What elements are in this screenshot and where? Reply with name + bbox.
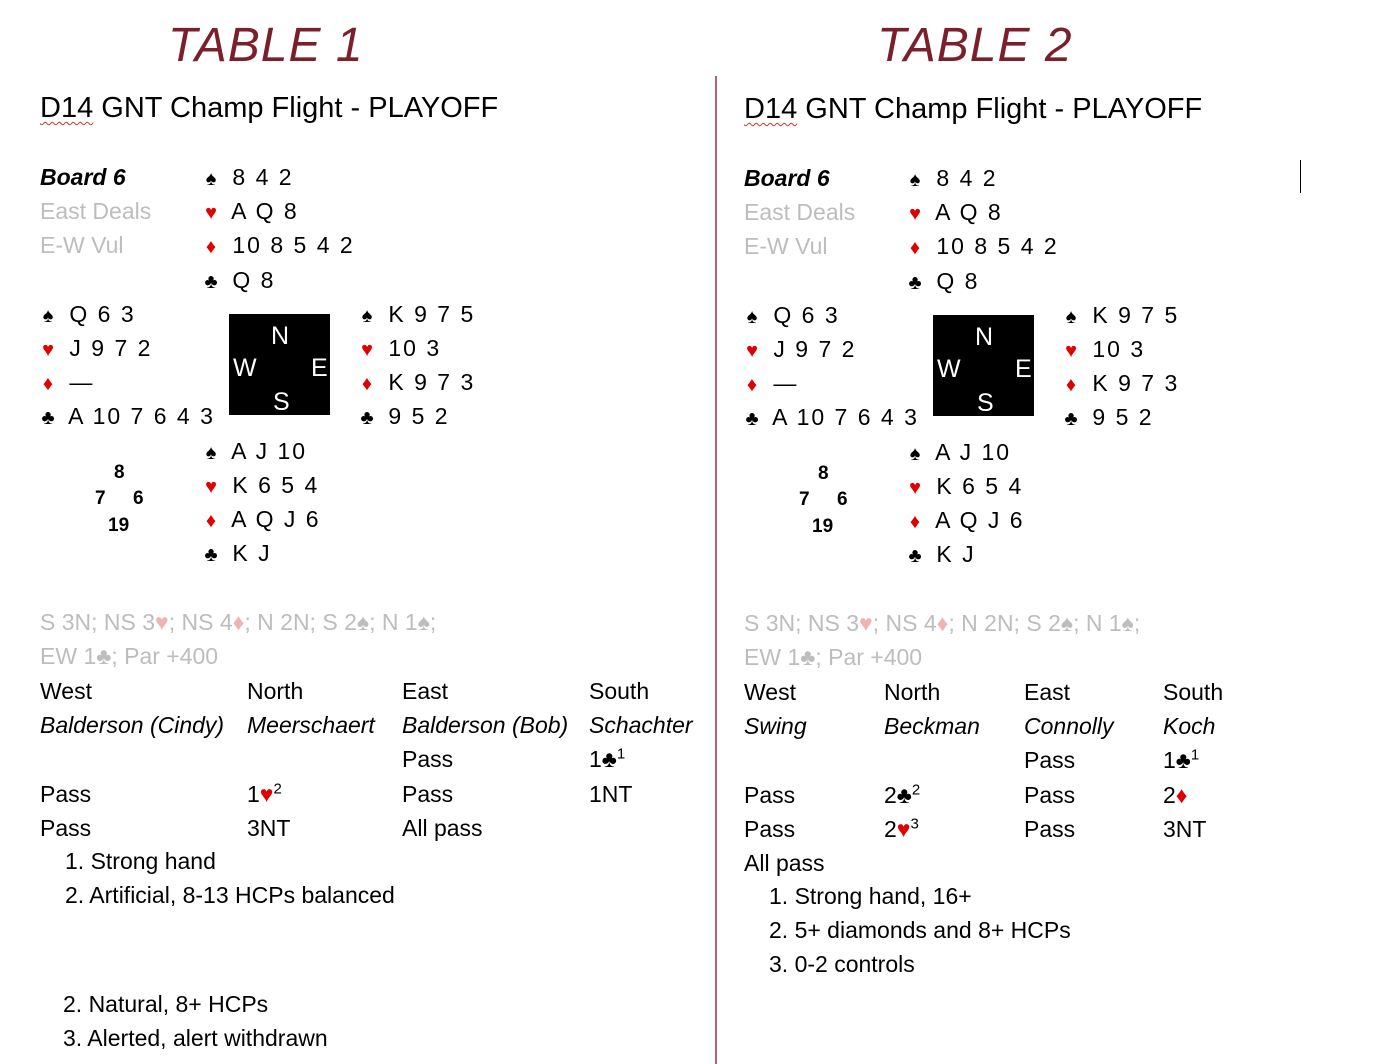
note-ref: 2 [911, 781, 921, 799]
club-icon: ♣ [204, 271, 220, 293]
par-contracts-line1 [744, 612, 1140, 635]
bid-west: Pass [744, 816, 796, 842]
card-list: 10 8 5 4 2 [232, 232, 355, 258]
bid-level: 2 [1163, 782, 1176, 808]
card-list: Q 6 3 [773, 302, 840, 328]
compass-south: S [273, 388, 290, 416]
card-list: A J 10 [935, 439, 1012, 465]
compass-north: N [271, 322, 290, 350]
heart-icon: ♥ [155, 609, 169, 635]
board-number: Board 6 [40, 164, 126, 190]
par-text: ; [1133, 610, 1141, 636]
card-list: J 9 7 2 [773, 336, 857, 362]
bid-east: Pass [402, 781, 454, 807]
north-clubs [200, 269, 275, 292]
compass-north: N [975, 323, 994, 351]
note-item: 2. Natural, 8+ HCPs [63, 991, 269, 1017]
note-item: 2. 5+ diamonds and 8+ HCPs [769, 917, 1071, 943]
heart-icon: ♥ [42, 339, 56, 361]
bid-south [589, 745, 626, 772]
club-icon: ♣ [745, 408, 761, 430]
bid-level: 2 [884, 816, 897, 842]
diamond-icon: ♦ [909, 237, 923, 259]
club-icon: ♣ [41, 407, 57, 429]
compass-west: W [233, 354, 257, 382]
board-number: Board 6 [744, 165, 830, 191]
bid-level: 2 [884, 782, 897, 808]
hcp-east: 6 [837, 489, 848, 510]
card-list: A Q 8 [231, 198, 299, 224]
bid-level: 1 [1163, 747, 1176, 773]
spade-icon: ♠ [205, 168, 219, 190]
card-list: K 9 7 5 [1092, 302, 1180, 328]
text-cursor [1300, 160, 1301, 193]
player-east: Connolly [1024, 713, 1114, 739]
card-list: K J [936, 541, 976, 567]
card-list: 10 8 5 4 2 [936, 233, 1059, 259]
club-icon: ♣ [360, 407, 376, 429]
bid-north [884, 815, 919, 842]
card-list: K 6 5 4 [232, 472, 320, 498]
heart-icon: ♥ [896, 816, 911, 842]
dealer-info: East Deals [744, 199, 856, 225]
hcp-north: 8 [818, 463, 829, 484]
diamond-icon: ♦ [936, 610, 949, 636]
west-diamonds [37, 371, 94, 394]
east-clubs [1060, 406, 1154, 429]
bid-east: Pass [1024, 747, 1076, 773]
player-south: Schachter [589, 712, 693, 738]
spade-icon: ♠ [1065, 306, 1079, 328]
hcp-west: 7 [95, 488, 106, 509]
north-spades [904, 167, 998, 190]
spade-icon: ♠ [361, 305, 375, 327]
north-spades [200, 166, 294, 189]
vulnerability-info: E-W Vul [40, 232, 124, 258]
card-list: K 9 7 3 [1092, 370, 1180, 396]
note-ref: 1 [1190, 746, 1200, 764]
west-spades [37, 303, 136, 326]
note-item: 1. Strong hand, 16+ [769, 883, 972, 909]
club-icon: ♣ [1175, 747, 1191, 773]
bid-north [884, 781, 921, 808]
note-item: 3. 0-2 controls [769, 951, 915, 977]
par-contracts-line2 [40, 645, 218, 668]
club-icon: ♣ [800, 644, 816, 670]
spade-icon: ♠ [909, 443, 923, 465]
note-item: 1. Strong hand [65, 848, 216, 874]
club-icon: ♣ [908, 545, 924, 567]
table2-event-title [744, 95, 1202, 124]
compass-west: W [937, 355, 961, 383]
note-item: 2. Artificial, 8-13 HCPs balanced [65, 882, 395, 908]
north-hearts [200, 200, 299, 223]
event-name: GNT Champ Flight - PLAYOFF [93, 92, 499, 124]
bid-south [1163, 746, 1200, 773]
par-text: S 3N; NS 3 [744, 610, 860, 636]
par-score: ; Par +400 [815, 644, 923, 670]
south-clubs [904, 543, 976, 566]
south-spades [904, 441, 1011, 464]
par-text: ; NS 4 [168, 609, 233, 635]
heart-icon: ♥ [746, 340, 760, 362]
vulnerability-info: E-W Vul [744, 233, 828, 259]
card-list: A J 10 [231, 438, 308, 464]
event-prefix: D14 [744, 93, 798, 125]
diamond-icon: ♦ [361, 373, 375, 395]
spade-icon: ♠ [42, 305, 56, 327]
club-icon: ♣ [96, 643, 112, 669]
card-list: A Q 8 [935, 199, 1003, 225]
header-south: South [589, 678, 650, 704]
bid-west: All pass [744, 850, 825, 876]
bid-south [1163, 784, 1188, 807]
card-list: K 6 5 4 [936, 473, 1024, 499]
diamond-icon: ♦ [1065, 374, 1079, 396]
west-clubs [37, 405, 215, 428]
player-south: Koch [1163, 713, 1216, 739]
hcp-south: 19 [812, 516, 834, 537]
diamond-icon: ♦ [746, 374, 760, 396]
spade-icon: ♠ [1060, 610, 1074, 636]
diamond-icon: ♦ [42, 373, 56, 395]
header-east: East [402, 678, 449, 704]
hcp-north: 8 [114, 462, 125, 483]
club-icon: ♣ [896, 782, 912, 808]
par-text: ; [429, 609, 437, 635]
card-list: A 10 7 6 4 3 [68, 403, 215, 429]
dealer-info: East Deals [40, 198, 152, 224]
note-ref: 3 [910, 815, 919, 833]
par-text: EW 1 [40, 643, 97, 669]
spade-icon: ♠ [1121, 610, 1134, 636]
east-clubs [356, 405, 450, 428]
note-item: 3. Alerted, alert withdrawn [63, 1025, 328, 1051]
card-list: — [773, 370, 799, 396]
bid-south: 1NT [589, 781, 633, 807]
west-diamonds [741, 372, 798, 395]
card-list: 10 3 [388, 335, 442, 361]
diamond-icon: ♦ [909, 511, 923, 533]
card-list: A Q J 6 [935, 507, 1025, 533]
compass-east: E [1015, 355, 1032, 383]
south-diamonds [200, 508, 321, 531]
heart-icon: ♥ [909, 477, 923, 499]
east-hearts [1060, 338, 1145, 361]
west-hearts [37, 337, 152, 360]
bid-level: 1 [247, 781, 260, 807]
spade-icon: ♠ [205, 442, 219, 464]
hcp-east: 6 [133, 488, 144, 509]
par-text: S 3N; NS 3 [40, 609, 156, 635]
bid-east: Pass [1024, 782, 1076, 808]
bid-east: All pass [402, 815, 483, 841]
par-text: EW 1 [744, 644, 801, 670]
compass-box [933, 315, 1034, 416]
diamond-icon: ♦ [1175, 782, 1188, 808]
card-list: Q 8 [232, 267, 276, 293]
east-hearts [356, 337, 441, 360]
south-clubs [200, 542, 272, 565]
event-name: GNT Champ Flight - PLAYOFF [797, 93, 1203, 125]
west-clubs [741, 406, 919, 429]
card-list: K 9 7 3 [388, 369, 476, 395]
card-list: 10 3 [1092, 336, 1146, 362]
column-divider [715, 76, 717, 1064]
east-spades [1060, 304, 1179, 327]
east-spades [356, 303, 475, 326]
heart-icon: ♥ [1065, 340, 1079, 362]
bid-west: Pass [40, 815, 92, 841]
player-north: Beckman [884, 713, 980, 739]
spade-icon: ♠ [746, 306, 760, 328]
bid-east: Pass [1024, 816, 1076, 842]
diamond-icon: ♦ [232, 609, 245, 635]
card-list: J 9 7 2 [69, 335, 153, 361]
west-spades [741, 304, 840, 327]
south-hearts [200, 474, 319, 497]
club-icon: ♣ [204, 544, 220, 566]
heart-icon: ♥ [205, 202, 219, 224]
hcp-west: 7 [799, 489, 810, 510]
bid-level: 1 [589, 746, 602, 772]
par-text: ; N 2N; S 2 [948, 610, 1061, 636]
header-west: West [744, 679, 796, 705]
note-ref: 2 [273, 780, 282, 798]
card-list: 9 5 2 [1092, 404, 1154, 430]
card-list: — [69, 369, 95, 395]
par-contracts-line1 [40, 611, 436, 634]
bid-north [247, 780, 282, 807]
south-hearts [904, 475, 1023, 498]
table1-title: TABLE 1 [168, 19, 364, 72]
north-clubs [904, 270, 979, 293]
header-west: West [40, 678, 92, 704]
table2-title: TABLE 2 [877, 19, 1073, 72]
diamond-icon: ♦ [205, 510, 219, 532]
north-diamonds [904, 235, 1059, 258]
bid-west: Pass [744, 782, 796, 808]
diamond-icon: ♦ [205, 236, 219, 258]
heart-icon: ♥ [259, 781, 274, 807]
par-text: ; N 2N; S 2 [244, 609, 357, 635]
bid-east: Pass [402, 746, 454, 772]
bid-north: 3NT [247, 815, 291, 841]
par-text: ; N 1 [1073, 610, 1122, 636]
south-spades [200, 440, 307, 463]
club-icon: ♣ [908, 272, 924, 294]
par-contracts-line2 [744, 646, 922, 669]
west-hearts [741, 338, 856, 361]
card-list: Q 6 3 [69, 301, 136, 327]
hcp-south: 19 [108, 515, 130, 536]
card-list: 8 4 2 [232, 164, 294, 190]
heart-icon: ♥ [205, 476, 219, 498]
compass-box [229, 314, 330, 415]
east-diamonds [356, 371, 475, 394]
club-icon: ♣ [601, 746, 617, 772]
player-west: Balderson (Cindy) [40, 712, 225, 738]
bid-west: Pass [40, 781, 92, 807]
par-score: ; Par +400 [111, 643, 219, 669]
player-west: Swing [744, 713, 807, 739]
card-list: K J [232, 540, 272, 566]
card-list: K 9 7 5 [388, 301, 476, 327]
player-east: Balderson (Bob) [402, 712, 569, 738]
compass-east: E [311, 354, 328, 382]
spade-icon: ♠ [356, 609, 370, 635]
note-ref: 1 [616, 745, 626, 763]
spade-icon: ♠ [417, 609, 430, 635]
spade-icon: ♠ [909, 169, 923, 191]
header-north: North [884, 679, 941, 705]
north-hearts [904, 201, 1003, 224]
bid-south: 3NT [1163, 816, 1207, 842]
par-text: ; N 1 [369, 609, 418, 635]
card-list: A 10 7 6 4 3 [772, 404, 919, 430]
card-list: 9 5 2 [388, 403, 450, 429]
event-prefix: D14 [40, 92, 94, 124]
card-list: A Q J 6 [231, 506, 321, 532]
heart-icon: ♥ [859, 610, 873, 636]
header-east: East [1024, 679, 1071, 705]
header-south: South [1163, 679, 1224, 705]
card-list: 8 4 2 [936, 165, 998, 191]
player-north: Meerschaert [247, 712, 375, 738]
card-list: Q 8 [936, 268, 980, 294]
club-icon: ♣ [1064, 408, 1080, 430]
east-diamonds [1060, 372, 1179, 395]
header-north: North [247, 678, 304, 704]
heart-icon: ♥ [361, 339, 375, 361]
table1-event-title [40, 94, 498, 123]
heart-icon: ♥ [909, 203, 923, 225]
compass-south: S [977, 389, 994, 417]
south-diamonds [904, 509, 1025, 532]
north-diamonds [200, 234, 355, 257]
par-text: ; NS 4 [872, 610, 937, 636]
